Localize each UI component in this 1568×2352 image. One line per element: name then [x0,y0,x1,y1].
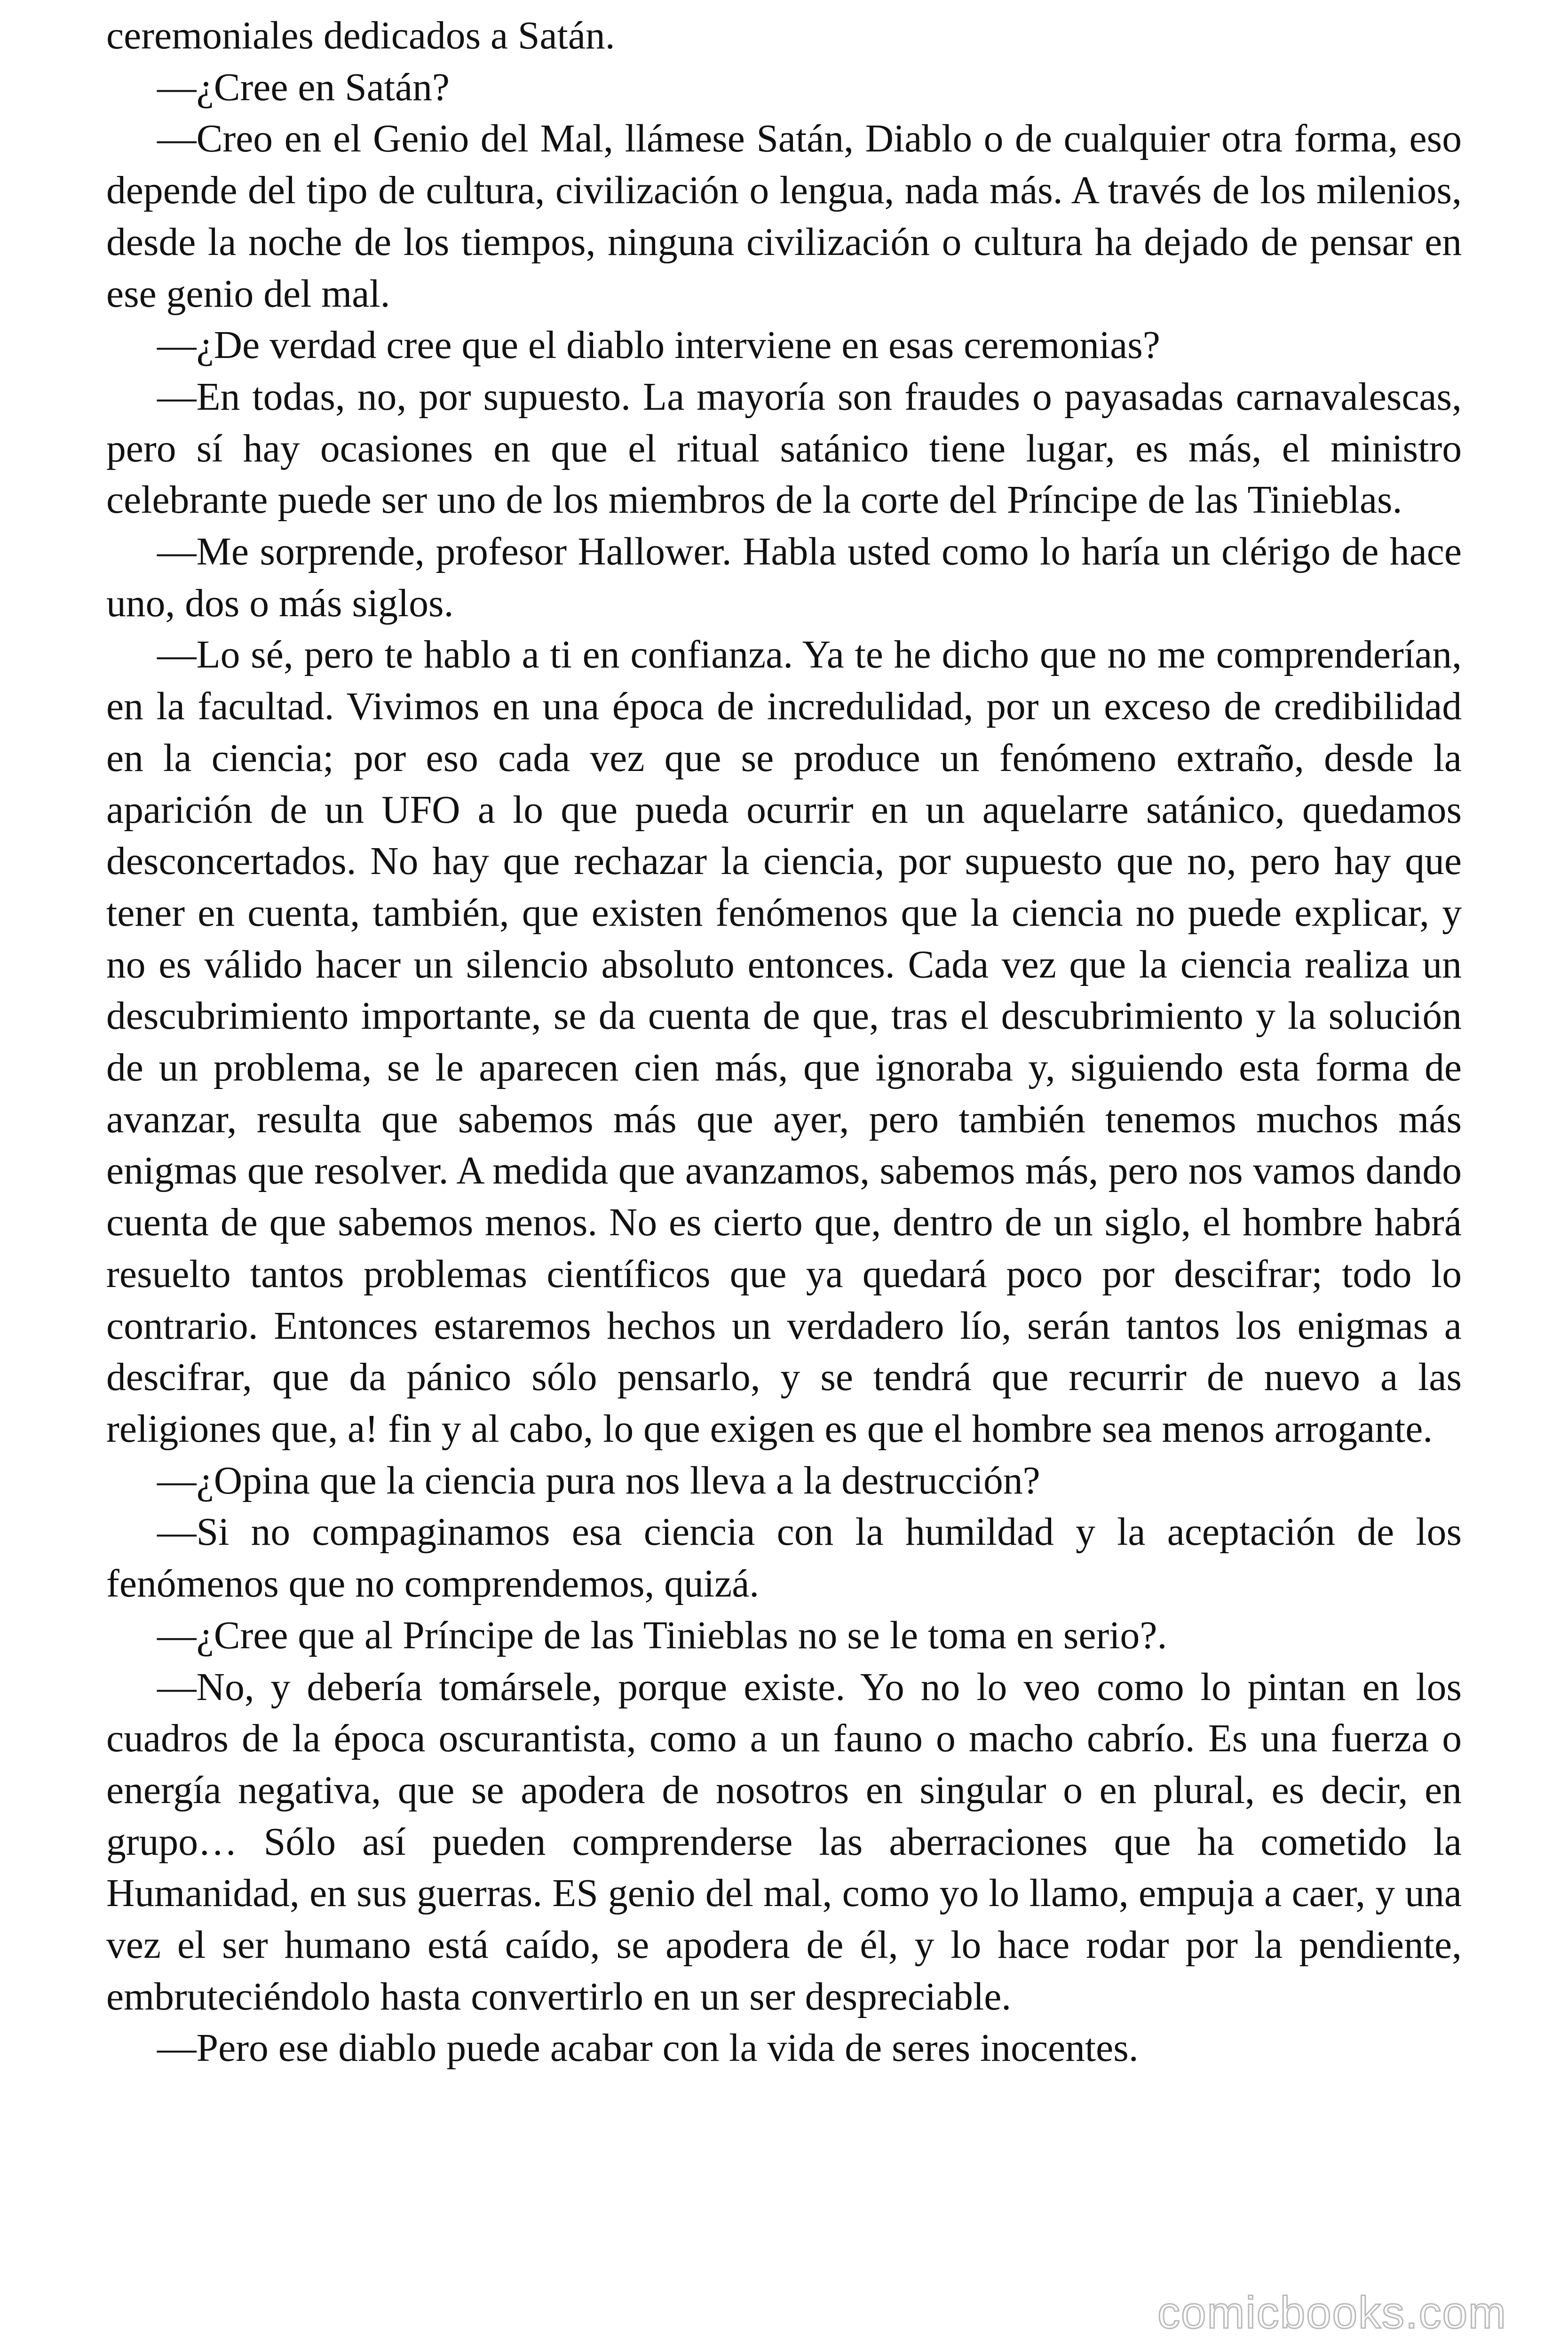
paragraph: —¿Cree que al Príncipe de las Tinieblas no se le toma en serio?. [157,1613,1167,1657]
paragraph: —¿Cree en Satán? [157,65,450,109]
page-body [106,0,1462,2074]
paragraph: —En todas, no, por supuesto. La mayoría son fraudes o payasadas carnavalescas, pero sí hay ocasiones en que el ritual satánico tiene lugar, es más, el ministro celebrante puede ser uno de los miembros de la corte del Príncipe de las Tinieblas. [106,375,1462,522]
paragraph: —Creo en el Genio del Mal, llámese Satán, Diablo o de cualquier otra forma, eso depende del tipo de cultura, civilización o lengua, nada más. A través de los milenios, desde la noche de los tiempos, ninguna civilización o cultura ha dejado de pensar en ese genio del mal. [106,117,1462,316]
paragraph: —¿Opina que la ciencia pura nos lleva a la destrucción? [157,1459,1040,1502]
paragraph: ceremoniales dedicados a Satán. [106,14,615,57]
paragraph: —Si no compaginamos esa ciencia con la humildad y la aceptación de los fenómenos que no comprendemos, quizá. [106,1510,1462,1606]
paragraph: —Pero ese diablo puede acabar con la vida de seres inocentes. [157,2026,1139,2070]
paragraph: —Lo sé, pero te hablo a ti en confianza. Ya te he dicho que no me comprenderían, en la facultad. Vivimos en una época de incredulidad, por un exceso de credibilidad en la ciencia; por eso cada vez que se produce un fenómeno extraño, desde la aparición de un UFO a lo que pueda ocurrir en un aquelarre satánico, quedamos desconcertados. No hay que rechazar la ciencia, por supuesto que no, pero hay que tener en cuenta, también, que existen fenómenos que la ciencia no puede explicar, y no es válido hacer un silencio absoluto entonces. Cada vez que la ciencia realiza un descubrimiento importante, se da cuenta de que, tras el descubrimiento y la solución de un problema, se le aparecen cien más, que ignoraba y, siguiendo esta forma de avanzar, resulta que sabemos más que ayer, pero también tenemos muchos más enigmas que resolver. A medida que avanzamos, sabemos más, pero nos vamos dando cuenta de que sabemos menos. No es cierto que, dentro de un siglo, el hombre habrá resuelto tantos problemas científicos que ya quedará poco por descifrar; todo lo contrario. Entonces estaremos hechos un verdadero lío, serán tantos los enigmas a descifrar, que da pánico sólo pensarlo, y se tendrá que recurrir de nuevo a las religiones que, a! fin y al cabo, lo que exigen es que el hombre sea menos arrogante. [106,633,1462,1451]
watermark-logo: comicbooks.com [1157,2288,1507,2338]
paragraph: —No, y debería tomársele, porque existe. Yo no lo veo como lo pintan en los cuadros de la época oscurantista, como a un fauno o macho cabrío. Es una fuerza o energía negativa, que se apodera de nosotros en singular o en plural, es decir, en grupo… Sólo así pueden comprenderse las aberraciones que ha cometido la Humanidad, en sus guerras. ES genio del mal, como yo lo llamo, empuja a caer, y una vez el ser humano está caído, se apodera de él, y lo hace rodar por la pendiente, embruteciéndolo hasta convertirlo en un ser despreciable. [106,1665,1462,2018]
paragraph: —¿De verdad cree que el diablo interviene en esas ceremonias? [157,324,1160,367]
paragraph: —Me sorprende, profesor Hallower. Habla usted como lo haría un clérigo de hace uno, dos o más siglos. [106,530,1462,625]
